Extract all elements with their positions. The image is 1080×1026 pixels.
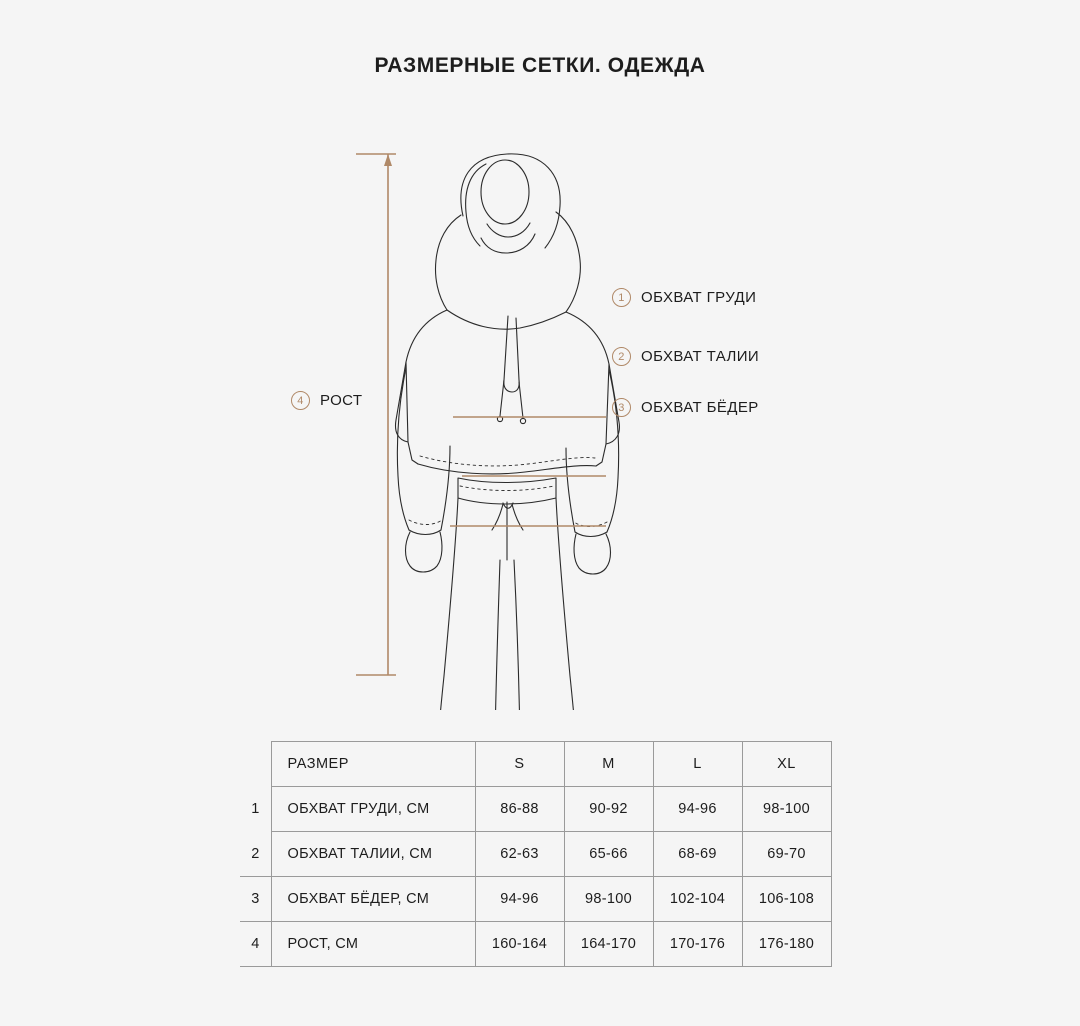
row-index: 1 (251, 801, 260, 817)
row-value-s: 160-164 (475, 922, 564, 967)
callout-number-4: 4 (291, 391, 310, 410)
row-value-s: 86-88 (475, 787, 564, 832)
measurement-illustration (0, 120, 1080, 710)
row-value-s: 94-96 (475, 877, 564, 922)
row-index: 3 (240, 877, 271, 922)
row-value-m: 98-100 (564, 877, 653, 922)
header-size-s: S (475, 742, 564, 787)
size-table (240, 741, 832, 967)
callout-height (291, 391, 362, 410)
table-row (240, 877, 831, 922)
figure-drawing (0, 120, 1080, 710)
row-index: 4 (240, 922, 271, 967)
row-label: ОБХВАТ ГРУДИ, СМ (271, 787, 475, 832)
callout-waist (612, 347, 759, 366)
header-size-l: L (653, 742, 742, 787)
row-value-xl: 106-108 (742, 877, 831, 922)
callout-label-hips: ОБХВАТ БЁДЕР (641, 399, 759, 416)
table-row (240, 832, 831, 877)
row-value-m: 90-92 (564, 787, 653, 832)
row-value-m: 164-170 (564, 922, 653, 967)
row-label: РОСТ, СМ (271, 922, 475, 967)
header-measurement: РАЗМЕР (271, 742, 475, 787)
row-value-m: 65-66 (564, 832, 653, 877)
header-size-m: M (564, 742, 653, 787)
row-value-xl: 176-180 (742, 922, 831, 967)
row-value-l: 102-104 (653, 877, 742, 922)
callout-number-2: 2 (612, 347, 631, 366)
page-title: РАЗМЕРНЫЕ СЕТКИ. ОДЕЖДА (374, 54, 706, 77)
row-value-xl: 69-70 (742, 832, 831, 877)
measure-lines (449, 294, 606, 526)
row-value-l: 68-69 (653, 832, 742, 877)
callout-label-height: РОСТ (320, 392, 363, 409)
callout-chest (612, 288, 756, 307)
header-size-xl: XL (742, 742, 831, 787)
row-value-l: 94-96 (653, 787, 742, 832)
row-index: 2 (240, 832, 271, 877)
table-row (240, 787, 831, 832)
callout-hips (612, 398, 759, 417)
row-label: ОБХВАТ БЁДЕР, СМ (271, 877, 475, 922)
row-value-xl: 98-100 (742, 787, 831, 832)
row-label: ОБХВАТ ТАЛИИ, СМ (271, 832, 475, 877)
row-value-l: 170-176 (653, 922, 742, 967)
height-bracket (356, 154, 396, 675)
callout-label-chest: ОБХВАТ ГРУДИ (641, 289, 757, 306)
callout-label-waist: ОБХВАТ ТАЛИИ (641, 348, 760, 365)
row-value-s: 62-63 (475, 832, 564, 877)
header-index-cell (240, 742, 271, 787)
callout-number-3: 3 (612, 398, 631, 417)
callout-number-1: 1 (612, 288, 631, 307)
table-header-row (240, 742, 831, 787)
table-row (240, 922, 831, 967)
